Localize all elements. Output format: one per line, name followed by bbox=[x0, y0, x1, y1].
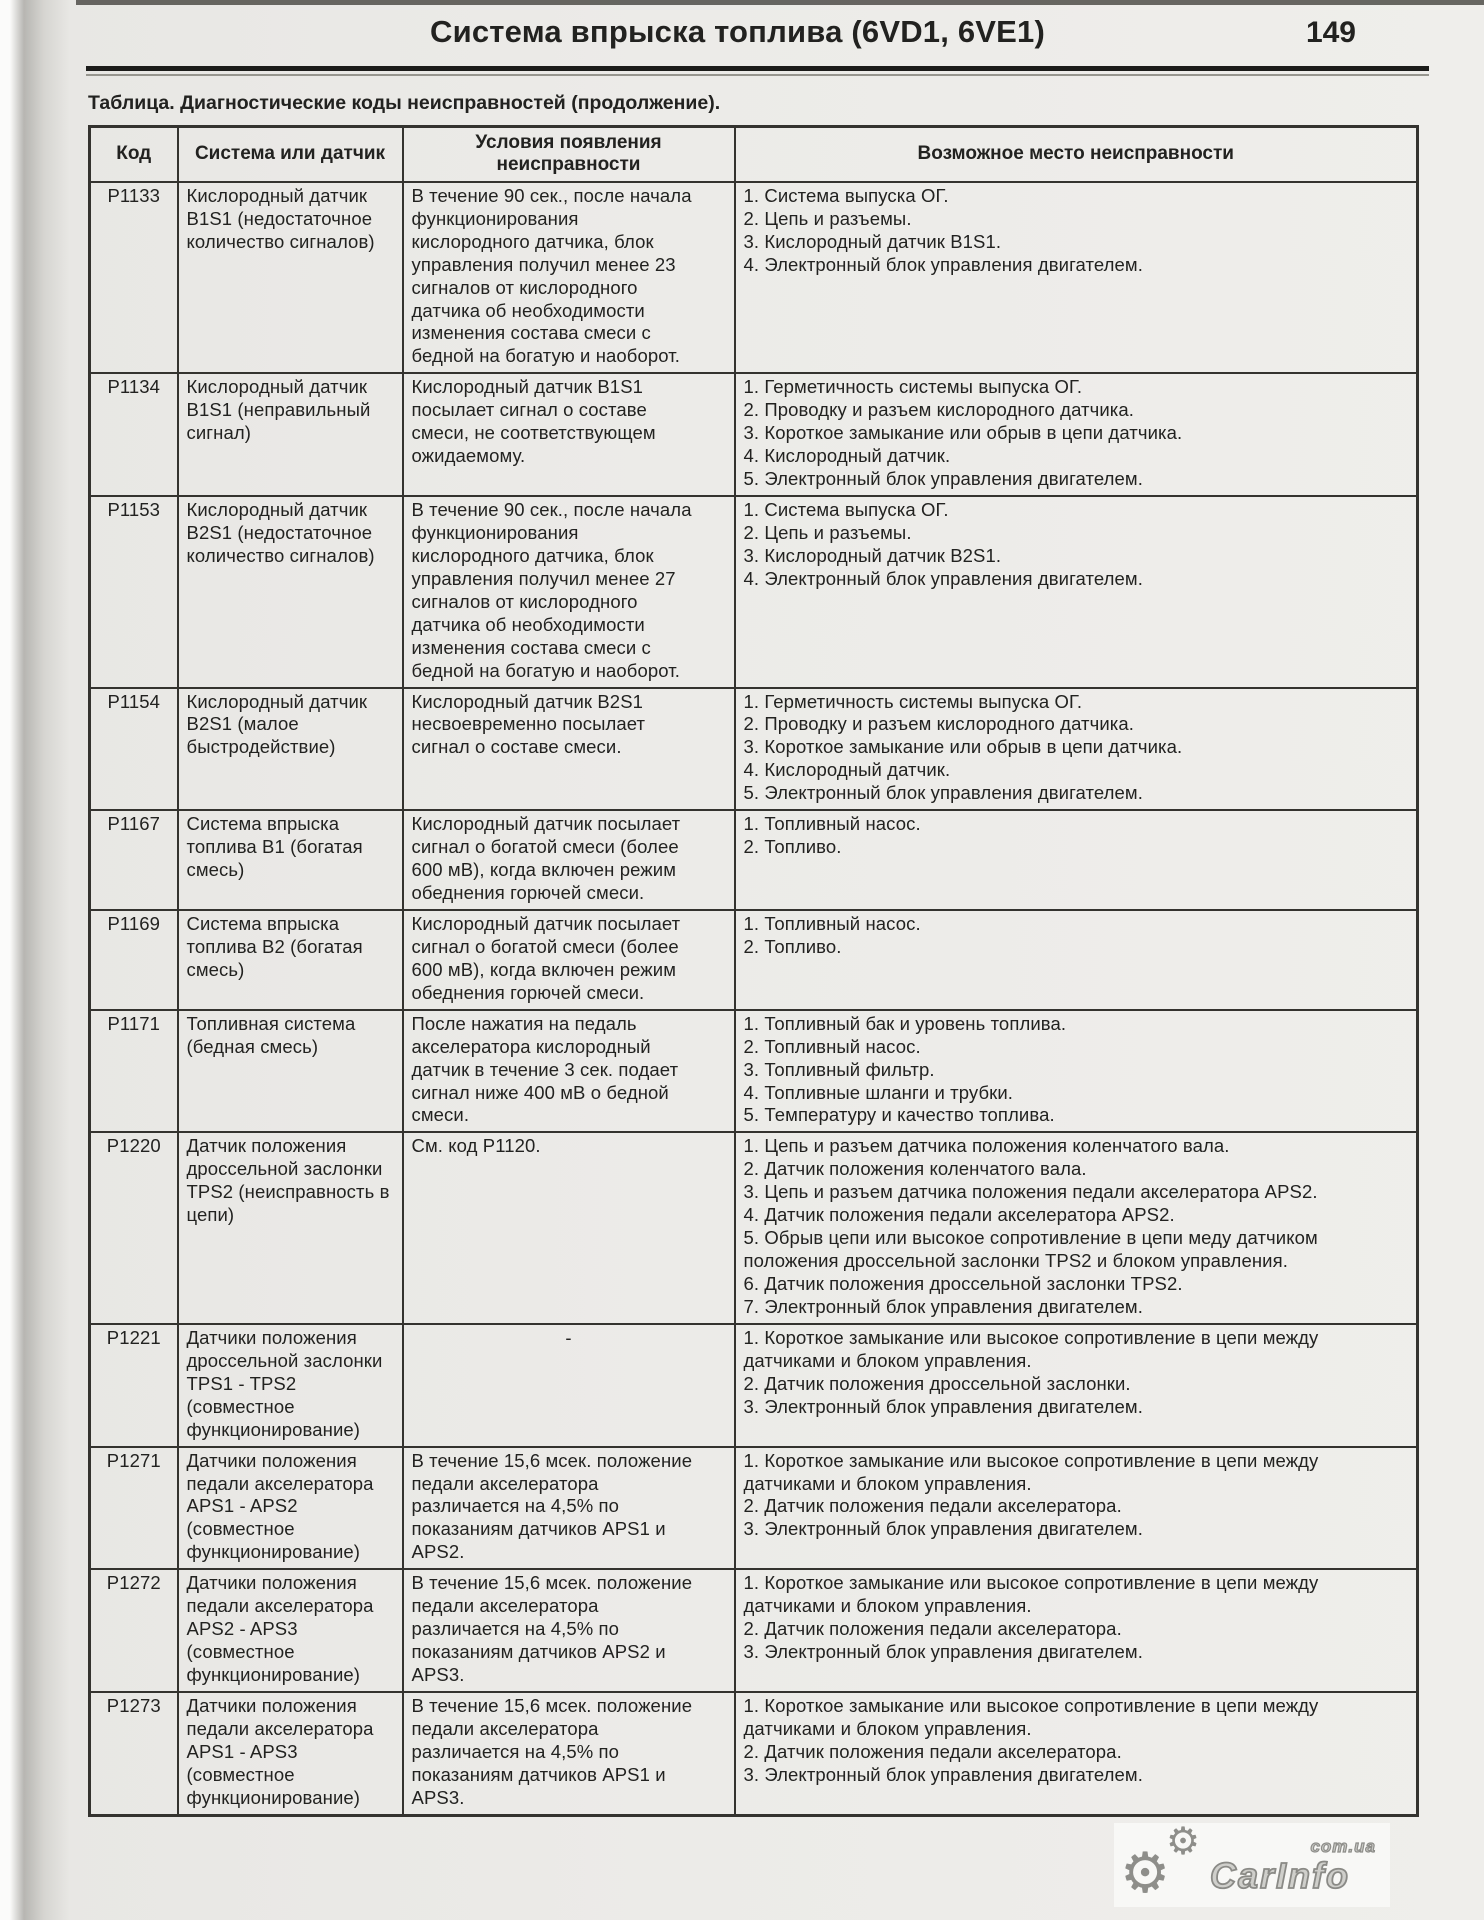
table-row bbox=[90, 1692, 1418, 1815]
location-item: 2. Проводку и разъем кислородного датчика. bbox=[743, 713, 1135, 735]
location-item: 1. Герметичность системы выпуска ОГ. bbox=[743, 376, 1083, 398]
logo-brand-text: CarInfo bbox=[1210, 1855, 1350, 1896]
location-item: 4. Топливные шланги и трубки. bbox=[743, 1081, 1014, 1103]
location-item: 2. Топливный насос. bbox=[743, 1035, 921, 1057]
possible-fault-location bbox=[735, 182, 1418, 374]
fault-condition: В течение 90 сек., после начала функционирования кислородного датчика, блок управления получил менее 23 сигналов от кислородного датчика об необходимости изменения состава смеси с бедной на богатую и наоборот. bbox=[403, 182, 735, 374]
fault-condition: Кислородный датчик посылает сигнал о богатой смеси (более 600 мВ), когда включен режим обеднения горючей смеси. bbox=[403, 810, 735, 910]
possible-fault-location bbox=[735, 910, 1418, 1010]
location-item: 1. Топливный насос. bbox=[743, 912, 921, 934]
system-or-sensor: Датчики положения педали акселератора APS2 - APS3 (совместное функционирование) bbox=[178, 1569, 403, 1692]
table-row bbox=[90, 810, 1418, 910]
possible-fault-location bbox=[735, 1324, 1418, 1447]
location-item: 7. Электронный блок управления двигателем. bbox=[743, 1295, 1143, 1317]
system-or-sensor: Система впрыска топлива B2 (богатая смесь) bbox=[178, 910, 403, 1010]
dtc-code: P1221 bbox=[90, 1324, 178, 1447]
location-item: 1. Система выпуска ОГ. bbox=[743, 499, 949, 520]
fault-condition: - bbox=[403, 1324, 735, 1447]
location-item: 2. Цепь и разъемы. bbox=[743, 521, 912, 543]
system-or-sensor: Кислородный датчик B1S1 (неправильный сигнал) bbox=[178, 373, 403, 496]
table-row bbox=[90, 373, 1418, 496]
dtc-code: P1220 bbox=[90, 1132, 178, 1324]
location-item: 2. Топливо. bbox=[743, 836, 842, 858]
table-row bbox=[90, 910, 1418, 1010]
fault-condition: В течение 15,6 мсек. положение педали акселератора различается на 4,5% по показаниям датчиков APS2 и APS3. bbox=[403, 1569, 735, 1692]
location-item: 3. Электронный блок управления двигателем. bbox=[743, 1641, 1143, 1663]
location-item: 5. Электронный блок управления двигателем. bbox=[743, 782, 1143, 804]
table-body bbox=[90, 182, 1418, 1815]
dtc-code: P1271 bbox=[90, 1447, 178, 1570]
possible-fault-location bbox=[735, 373, 1418, 496]
location-item: 2. Цепь и разъемы. bbox=[743, 207, 912, 229]
location-item: 1. Короткое замыкание или высокое сопротивление в цепи между датчиками и блоком управления. bbox=[743, 1572, 1319, 1617]
location-item: 3. Топливный фильтр. bbox=[743, 1058, 935, 1080]
system-or-sensor: Датчики положения дроссельной заслонки TPS1 - TPS2 (совместное функционирование) bbox=[178, 1324, 403, 1447]
system-or-sensor: Кислородный датчик B2S1 (недостаточное количество сигналов) bbox=[178, 496, 403, 688]
dtc-code: P1154 bbox=[90, 688, 178, 811]
table-row bbox=[90, 1569, 1418, 1692]
possible-fault-location bbox=[735, 496, 1418, 688]
location-item: 4. Датчик положения педали акселератора APS2. bbox=[743, 1204, 1175, 1226]
dtc-code: P1134 bbox=[90, 373, 178, 496]
dtc-code: P1153 bbox=[90, 496, 178, 688]
fault-condition: В течение 15,6 мсек. положение педали акселератора различается на 4,5% по показаниям датчиков APS1 и APS2. bbox=[403, 1447, 735, 1570]
location-item: 4. Кислородный датчик. bbox=[743, 445, 951, 467]
system-or-sensor: Датчик положения дроссельной заслонки TPS2 (неисправность в цепи) bbox=[178, 1132, 403, 1324]
location-item: 3. Кислородный датчик B2S1. bbox=[743, 544, 1002, 566]
possible-fault-location bbox=[735, 1010, 1418, 1133]
col-header-condition: Условия появления неисправности bbox=[403, 127, 735, 182]
page-title: Система впрыска топлива (6VD1, 6VE1) bbox=[430, 14, 1046, 49]
dtc-code: P1272 bbox=[90, 1569, 178, 1692]
location-item: 4. Электронный блок управления двигателем. bbox=[743, 567, 1143, 589]
location-item: 5. Электронный блок управления двигателем. bbox=[743, 468, 1143, 490]
location-item: 2. Датчик положения педали акселератора. bbox=[743, 1495, 1122, 1517]
fault-condition: Кислородный датчик посылает сигнал о богатой смеси (более 600 мВ), когда включен режим обеднения горючей смеси. bbox=[403, 910, 735, 1010]
scan-shadow bbox=[0, 0, 70, 1920]
dtc-code: P1133 bbox=[90, 182, 178, 374]
system-or-sensor: Датчики положения педали акселератора APS1 - APS2 (совместное функционирование) bbox=[178, 1447, 403, 1570]
fault-condition: Кислородный датчик B1S1 посылает сигнал о составе смеси, не соответствующем ожидаемому. bbox=[403, 373, 735, 496]
dtc-table bbox=[88, 125, 1419, 1817]
possible-fault-location bbox=[735, 810, 1418, 910]
location-item: 2. Датчик положения педали акселератора. bbox=[743, 1618, 1122, 1640]
location-item: 3. Кислородный датчик B1S1. bbox=[743, 230, 1002, 252]
fault-condition: См. код P1120. bbox=[403, 1132, 735, 1324]
carinfo-logo bbox=[1114, 1823, 1390, 1907]
location-item: 1. Топливный насос. bbox=[743, 813, 921, 835]
location-item: 3. Короткое замыкание или обрыв в цепи датчика. bbox=[743, 422, 1183, 444]
location-item: 1. Короткое замыкание или высокое сопротивление в цепи между датчиками и блоком управления. bbox=[743, 1326, 1319, 1371]
location-item: 1. Короткое замыкание или высокое сопротивление в цепи между датчиками и блоком управления. bbox=[743, 1694, 1319, 1739]
table-row bbox=[90, 688, 1418, 811]
col-header-location: Возможное место неисправности bbox=[735, 127, 1418, 182]
possible-fault-location bbox=[735, 1132, 1418, 1324]
possible-fault-location bbox=[735, 688, 1418, 811]
location-item: 3. Электронный блок управления двигателем. bbox=[743, 1763, 1143, 1785]
location-item: 4. Электронный блок управления двигателем. bbox=[743, 253, 1143, 275]
page-header bbox=[0, 0, 1484, 60]
system-or-sensor: Система впрыска топлива B1 (богатая смесь) bbox=[178, 810, 403, 910]
possible-fault-location bbox=[735, 1692, 1418, 1815]
location-item: 3. Цепь и разъем датчика положения педали акселератора APS2. bbox=[743, 1181, 1318, 1203]
dtc-code: P1167 bbox=[90, 810, 178, 910]
location-item: 3. Электронный блок управления двигателем. bbox=[743, 1395, 1143, 1417]
fault-condition: После нажатия на педаль акселератора кислородный датчик в течение 3 сек. подает сигнал ниже 400 мВ о бедной смеси. bbox=[403, 1010, 735, 1133]
col-header-code: Код bbox=[90, 127, 178, 182]
table-caption: Таблица. Диагностические коды неисправностей (продолжение). bbox=[88, 92, 721, 114]
gear-icon: ⚙ bbox=[1166, 1821, 1201, 1863]
gear-icon: ⚙ bbox=[1120, 1841, 1171, 1904]
location-item: 3. Электронный блок управления двигателем. bbox=[743, 1518, 1143, 1540]
dtc-code: P1171 bbox=[90, 1010, 178, 1133]
logo-domain-text: com.ua bbox=[1310, 1837, 1376, 1856]
system-or-sensor: Топливная система (бедная смесь) bbox=[178, 1010, 403, 1133]
page-number: 149 bbox=[1305, 16, 1356, 49]
location-item: 6. Датчик положения дроссельной заслонки TPS2. bbox=[743, 1273, 1183, 1294]
location-item: 2. Датчик положения дроссельной заслонки. bbox=[743, 1372, 1131, 1394]
location-item: 2. Проводку и разъем кислородного датчика. bbox=[743, 399, 1135, 421]
table-row bbox=[90, 1010, 1418, 1133]
location-item: 1. Система выпуска ОГ. bbox=[743, 184, 949, 206]
table-row bbox=[90, 1447, 1418, 1570]
system-or-sensor: Датчики положения педали акселератора APS1 - APS3 (совместное функционирование) bbox=[178, 1692, 403, 1815]
dtc-code: P1169 bbox=[90, 910, 178, 1010]
fault-condition: В течение 90 сек., после начала функционирования кислородного датчика, блок управления получил менее 27 сигналов от кислородного датчика об необходимости изменения состава смеси с бедной на богатую и наоборот. bbox=[403, 496, 735, 688]
location-item: 2. Топливо. bbox=[743, 935, 842, 957]
table-row bbox=[90, 1132, 1418, 1324]
location-item: 5. Температуру и качество топлива. bbox=[743, 1104, 1055, 1126]
location-item: 1. Топливный бак и уровень топлива. bbox=[743, 1012, 1067, 1034]
location-item: 4. Кислородный датчик. bbox=[743, 759, 951, 781]
fault-condition: В течение 15,6 мсек. положение педали акселератора различается на 4,5% по показаниям датчиков APS1 и APS3. bbox=[403, 1692, 735, 1815]
table-row bbox=[90, 182, 1418, 374]
system-or-sensor: Кислородный датчик B1S1 (недостаточное количество сигналов) bbox=[178, 182, 403, 374]
header-rule bbox=[86, 66, 1429, 76]
location-item: 1. Короткое замыкание или высокое сопротивление в цепи между датчиками и блоком управления. bbox=[743, 1449, 1319, 1494]
system-or-sensor: Кислородный датчик B2S1 (малое быстродействие) bbox=[178, 688, 403, 811]
fault-condition: Кислородный датчик B2S1 несвоевременно посылает сигнал о составе смеси. bbox=[403, 688, 735, 811]
possible-fault-location bbox=[735, 1569, 1418, 1692]
table-row bbox=[90, 1324, 1418, 1447]
location-item: 5. Обрыв цепи или высокое сопротивление в цепи меду датчиком положения дроссельной заслонки TPS2 и блоком управления. bbox=[743, 1227, 1318, 1272]
table-header-row bbox=[90, 127, 1418, 182]
col-header-system: Система или датчик bbox=[178, 127, 403, 182]
location-item: 2. Датчик положения коленчатого вала. bbox=[743, 1158, 1087, 1180]
location-item: 1. Цепь и разъем датчика положения коленчатого вала. bbox=[743, 1135, 1230, 1157]
possible-fault-location bbox=[735, 1447, 1418, 1570]
dtc-code: P1273 bbox=[90, 1692, 178, 1815]
location-item: 1. Герметичность системы выпуска ОГ. bbox=[743, 690, 1083, 712]
table-row bbox=[90, 496, 1418, 688]
location-item: 3. Короткое замыкание или обрыв в цепи датчика. bbox=[743, 736, 1183, 758]
location-item: 2. Датчик положения педали акселератора. bbox=[743, 1740, 1122, 1762]
